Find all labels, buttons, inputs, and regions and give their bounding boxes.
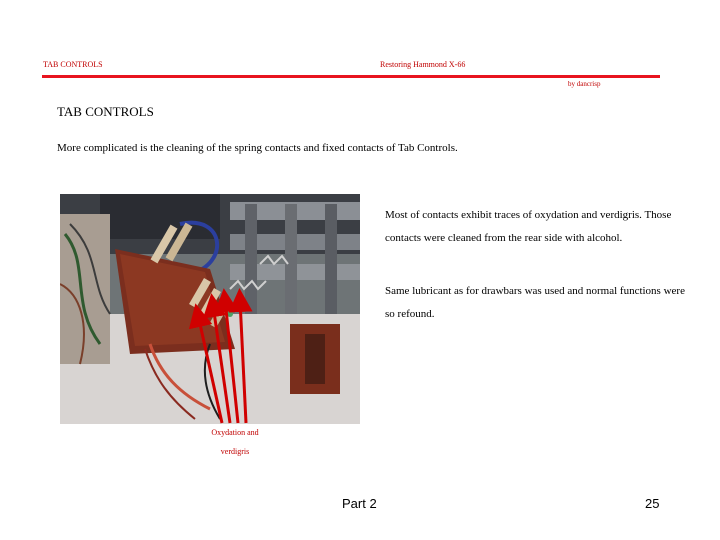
slide-title: TAB CONTROLS [57,104,154,119]
description-paragraph-1: Most of contacts exhibit traces of oxydation and verdigris. Those contacts were cleaned from the rear side with alcohol. [385,209,672,244]
callout-line-2: verdigris [220,447,250,456]
footer-part-label: Part 2 [342,496,377,511]
header-section-label: TAB CONTROLS [43,60,103,69]
header-document-title: Restoring Hammond X-66 [380,60,466,69]
description-paragraph-2: Same lubricant as for drawbars was used and normal functions were so refound. [385,285,685,320]
header-byline: by dancrisp [568,80,601,88]
tab-controls-photo [60,194,360,424]
photo-illustration [60,194,360,424]
header-rule [42,75,660,78]
slide-lead-text: More complicated is the cleaning of the spring contacts and fixed contacts of Tab Controls. [57,142,458,154]
callout-label [195,423,275,461]
callout-line-1: Oxydation and [211,428,259,437]
page-number: 25 [645,496,660,511]
